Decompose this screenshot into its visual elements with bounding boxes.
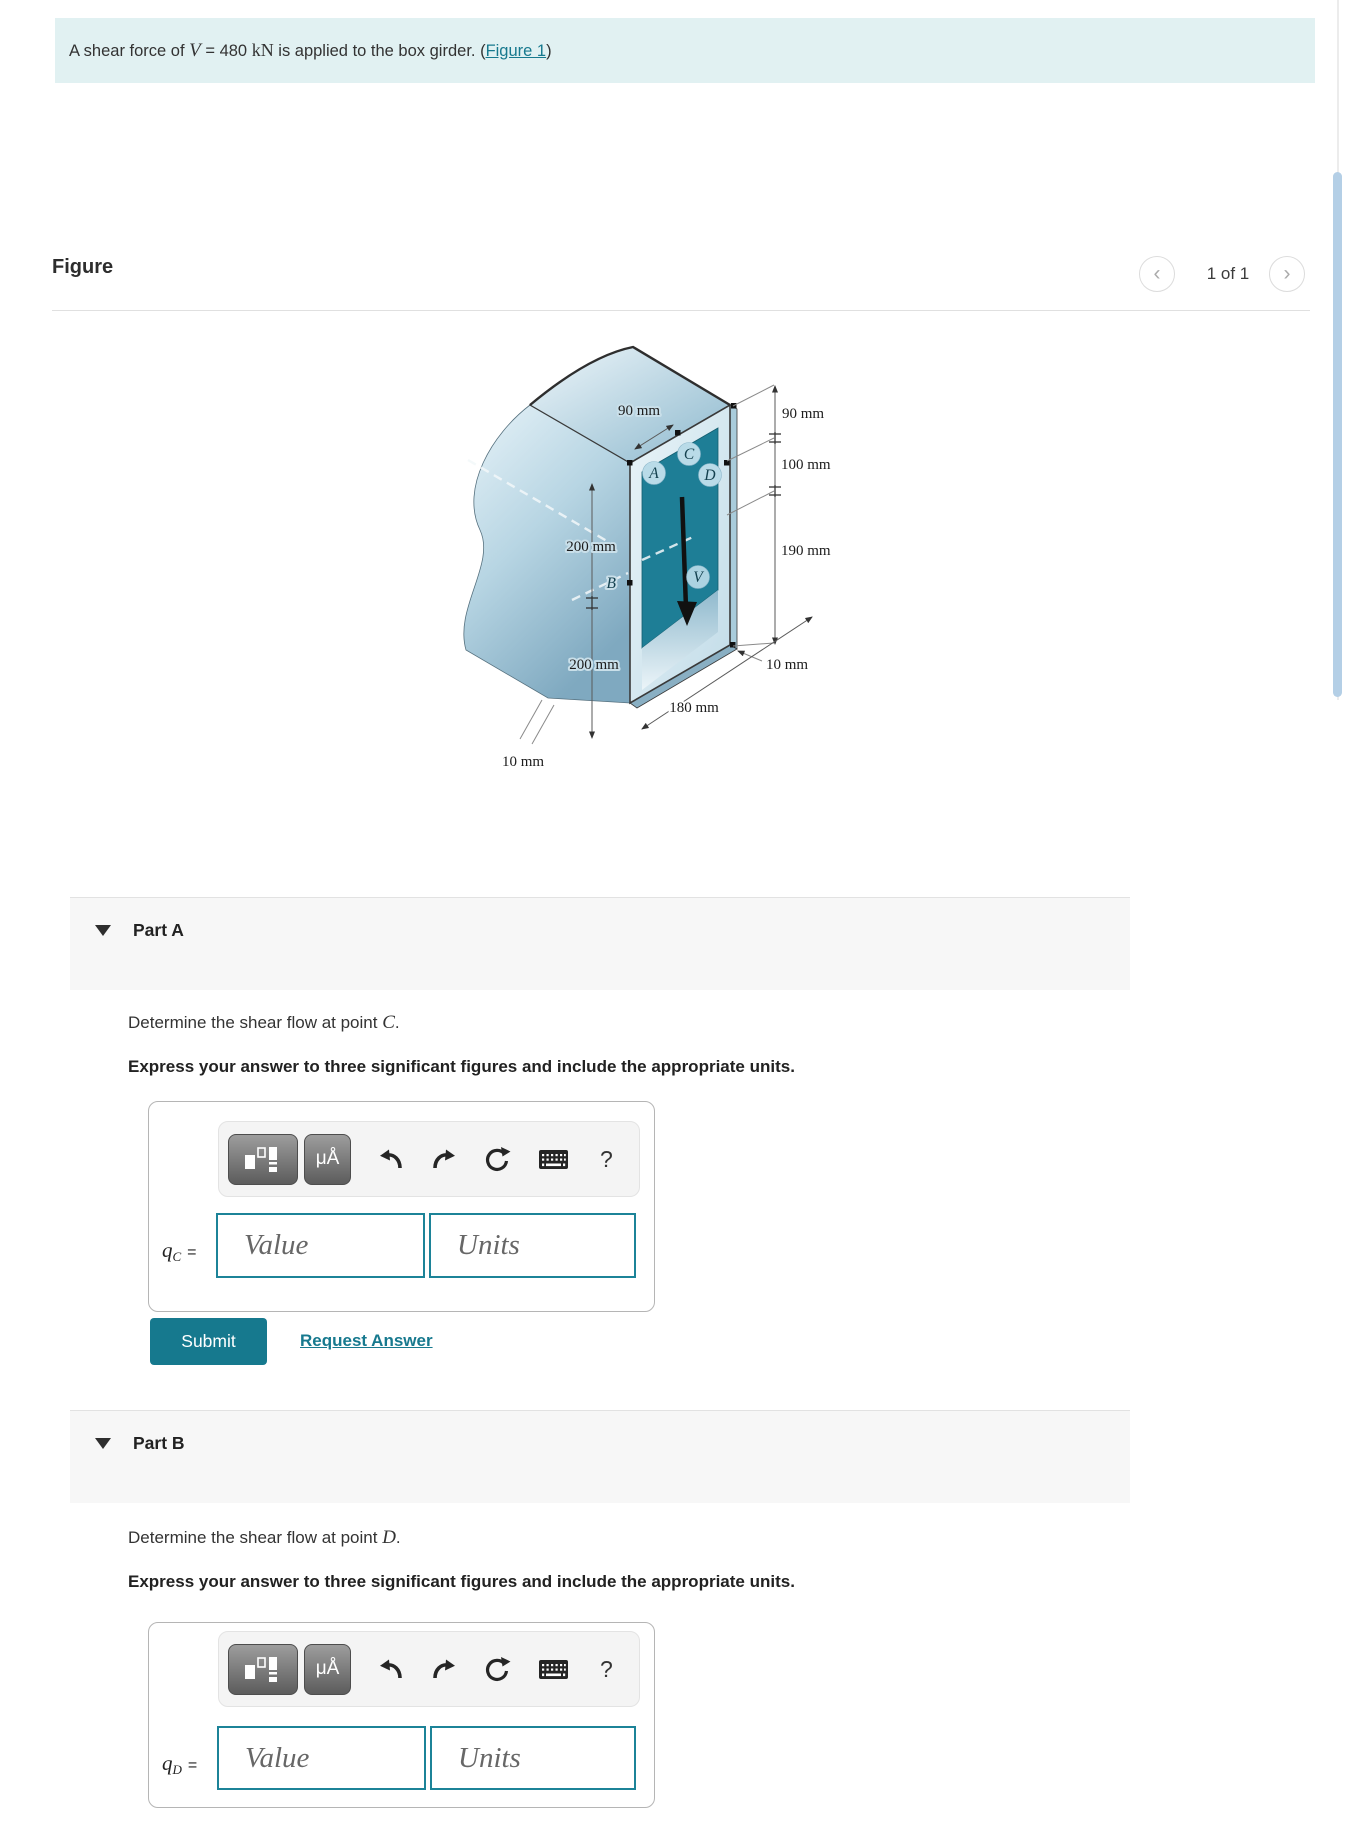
equation-template-button[interactable] bbox=[228, 1134, 298, 1185]
part-b-header-band[interactable] bbox=[70, 1410, 1130, 1503]
dim-label-190mm: 190 mm bbox=[781, 543, 831, 559]
figure-next-button[interactable] bbox=[1269, 256, 1305, 292]
keyboard-button[interactable] bbox=[538, 1149, 569, 1170]
submit-button[interactable]: Submit bbox=[150, 1318, 267, 1365]
statement-prefix: A shear force of bbox=[69, 41, 190, 60]
point-d-label: D bbox=[704, 467, 716, 484]
part-a-value-input[interactable] bbox=[216, 1213, 425, 1278]
equals-sign: = bbox=[187, 1244, 197, 1261]
part-a-question bbox=[128, 1012, 400, 1034]
keyboard-button[interactable] bbox=[538, 1659, 569, 1680]
units-template-button[interactable] bbox=[304, 1134, 351, 1185]
girder-solid bbox=[464, 347, 737, 708]
equals-sign: = bbox=[187, 1757, 198, 1774]
redo-icon bbox=[431, 1147, 457, 1171]
redo-button[interactable] bbox=[431, 1657, 457, 1681]
answer-symbol: q bbox=[162, 1751, 173, 1775]
figure-link[interactable]: Figure 1 bbox=[485, 41, 547, 60]
shear-v-label: V bbox=[693, 569, 703, 586]
part-b-question-text: Determine the shear flow at point bbox=[128, 1528, 383, 1547]
part-b-question bbox=[128, 1527, 401, 1549]
box-girder-figure bbox=[430, 292, 850, 787]
answer-symbol: q bbox=[162, 1238, 173, 1262]
dim-label-200mm-upper: 200 mm bbox=[566, 539, 616, 555]
part-a-answer-label bbox=[162, 1238, 197, 1265]
part-a-instruction: Express your answer to three significant figures and include the appropriate units. bbox=[128, 1057, 795, 1076]
undo-icon bbox=[378, 1147, 404, 1171]
point-b-label: B bbox=[606, 575, 616, 592]
part-b-value-input[interactable] bbox=[217, 1726, 426, 1790]
redo-button[interactable] bbox=[431, 1147, 457, 1171]
part-b-title[interactable]: Part B bbox=[133, 1433, 185, 1453]
request-answer-label: Request Answer bbox=[300, 1331, 433, 1350]
dim-label-180mm: 180 mm bbox=[669, 700, 719, 716]
help-icon: ? bbox=[600, 1145, 613, 1172]
chevron-left-icon: ‹ bbox=[1153, 262, 1161, 285]
dim-label-10mm-bottom: 10 mm bbox=[501, 754, 545, 770]
answer-subscript: D bbox=[172, 1762, 182, 1778]
part-b-equation-toolbar bbox=[218, 1631, 640, 1707]
part-b-question-period: . bbox=[395, 1528, 401, 1547]
point-c-label: C bbox=[683, 446, 695, 463]
figure-panel-title: Figure bbox=[52, 256, 114, 278]
units-template-icon: μÅ bbox=[315, 1148, 340, 1169]
undo-icon bbox=[378, 1657, 404, 1681]
dim-label-90mm-right: 90 mm bbox=[782, 406, 825, 422]
part-a-question-text: Determine the shear flow at point bbox=[128, 1013, 383, 1032]
figure-prev-button[interactable] bbox=[1139, 256, 1175, 292]
reset-icon bbox=[484, 1656, 511, 1682]
force-unit: kN bbox=[251, 39, 274, 60]
part-a-header-band[interactable] bbox=[70, 897, 1130, 990]
undo-button[interactable] bbox=[378, 1147, 404, 1171]
equation-template-icon bbox=[243, 1654, 283, 1684]
part-a-equation-toolbar bbox=[218, 1121, 640, 1197]
part-a-question-period: . bbox=[394, 1013, 400, 1032]
help-button[interactable] bbox=[600, 1656, 613, 1683]
figure-pagination: 1 of 1 bbox=[1206, 264, 1250, 283]
chevron-right-icon: › bbox=[1283, 262, 1291, 285]
part-b-answer-label bbox=[162, 1751, 197, 1778]
problem-statement-text bbox=[69, 40, 552, 62]
help-button[interactable] bbox=[600, 1146, 613, 1173]
part-a-question-point: C bbox=[382, 1012, 395, 1033]
force-value: = 480 bbox=[200, 41, 252, 60]
units-template-button[interactable] bbox=[304, 1644, 351, 1695]
dim-label-200mm-lower: 200 mm bbox=[569, 657, 619, 673]
point-a-label: A bbox=[649, 465, 659, 482]
part-b-units-input[interactable] bbox=[430, 1726, 636, 1790]
part-b-collapse-caret-icon[interactable] bbox=[95, 1438, 111, 1449]
equation-template-icon bbox=[243, 1144, 283, 1174]
statement-paren: ) bbox=[546, 41, 552, 60]
dim-label-10mm-right: 10 mm bbox=[766, 657, 809, 673]
redo-icon bbox=[431, 1657, 457, 1681]
keyboard-icon bbox=[538, 1149, 569, 1170]
keyboard-icon bbox=[538, 1659, 569, 1680]
help-icon: ? bbox=[600, 1655, 613, 1682]
scrollbar-thumb[interactable] bbox=[1333, 172, 1342, 697]
dim-label-90mm-top: 90 mm bbox=[617, 403, 661, 419]
statement-suffix: is applied to the box girder. ( bbox=[273, 41, 486, 60]
reset-icon bbox=[484, 1146, 511, 1172]
part-b-question-point: D bbox=[382, 1527, 396, 1548]
part-a-collapse-caret-icon[interactable] bbox=[95, 925, 111, 936]
units-template-icon: μÅ bbox=[315, 1658, 340, 1679]
undo-button[interactable] bbox=[378, 1657, 404, 1681]
reset-button[interactable] bbox=[484, 1656, 511, 1682]
equation-template-button[interactable] bbox=[228, 1644, 298, 1695]
part-a-units-input[interactable] bbox=[429, 1213, 636, 1278]
answer-subscript: C bbox=[172, 1249, 182, 1265]
force-symbol: V bbox=[189, 39, 201, 61]
part-a-title[interactable]: Part A bbox=[133, 920, 184, 940]
request-answer-link[interactable] bbox=[300, 1331, 433, 1351]
dim-label-100mm: 100 mm bbox=[781, 457, 831, 473]
problem-statement-banner bbox=[55, 18, 1315, 83]
reset-button[interactable] bbox=[484, 1146, 511, 1172]
part-b-instruction: Express your answer to three significant figures and include the appropriate units. bbox=[128, 1572, 795, 1591]
